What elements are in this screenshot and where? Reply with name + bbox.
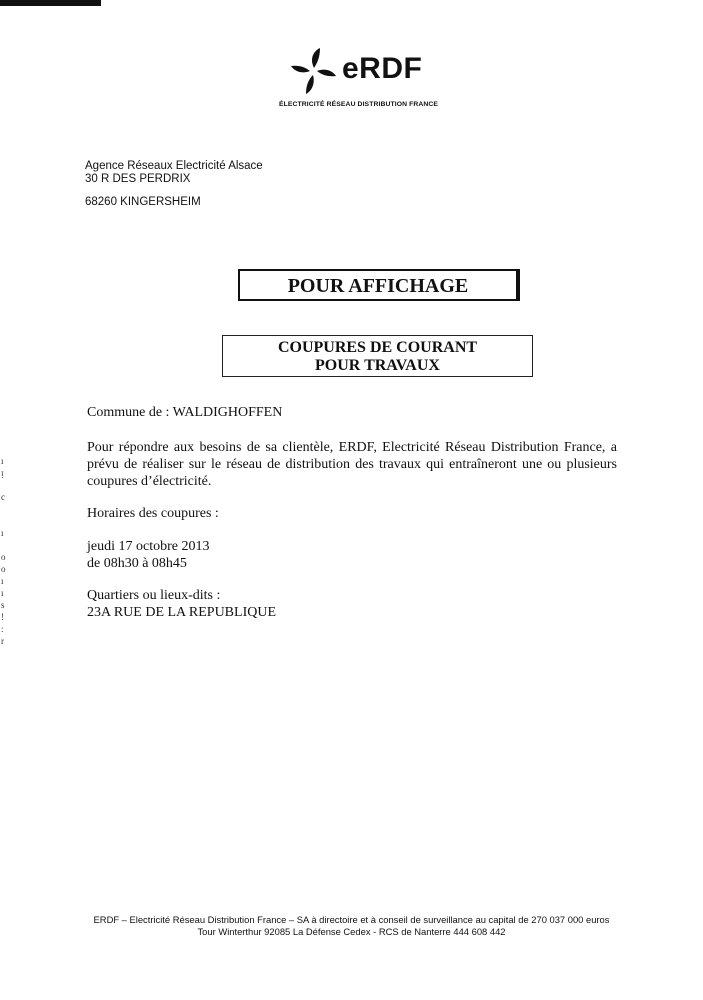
- footer-line-1: ERDF – Electricité Réseau Distribution France – SA à directoire et à conseil de surveillance au capital de 270 037 000 euros: [93, 914, 610, 925]
- horaires-label: Horaires des coupures :: [87, 506, 219, 521]
- subheadline-box: [222, 335, 533, 377]
- quartiers-label: Quartiers ou lieux-dits :: [87, 588, 221, 603]
- outage-time: de 08h30 à 08h45: [87, 556, 187, 571]
- quartiers-value: 23A RUE DE LA REPUBLIQUE: [87, 605, 276, 620]
- headline-box: [238, 269, 520, 301]
- footer-line-2: Tour Winterthur 92085 La Défense Cedex - RCS de Nanterre 444 608 442: [197, 926, 506, 937]
- subheadline-line-2: POUR TRAVAUX: [315, 357, 440, 374]
- address-line-1: Agence Réseaux Electricité Alsace: [85, 160, 263, 172]
- notice-body: [87, 404, 617, 621]
- address-line-2: 30 R DES PERDRIX: [85, 173, 191, 185]
- logo-tagline: ÉLECTRICITÉ RÉSEAU DISTRIBUTION FRANCE: [279, 101, 438, 108]
- subheadline-line-1: COUPURES DE COURANT: [277, 339, 478, 356]
- headline: POUR AFFICHAGE: [287, 275, 469, 297]
- scan-artifact-bar: [0, 0, 101, 6]
- logo-wordmark: eRDF: [342, 52, 423, 85]
- address-zip-city: 68260 KINGERSHEIM: [85, 196, 201, 208]
- legal-footer: [0, 914, 703, 938]
- outage-date: jeudi 17 octobre 2013: [87, 539, 210, 554]
- erdf-pinwheel-icon: [286, 44, 342, 100]
- scan-margin-marks: ı ᴉ c ı o o ı ı s ! : r: [1, 456, 6, 646]
- intro-paragraph: Pour répondre aux besoins de sa clientèle, ERDF, Electricité Réseau Distribution France, a prévu de réaliser sur le réseau de distribution des travaux qui entraîneront une ou plusieurs coupures d’électricité.: [87, 440, 617, 489]
- commune-line: Commune de : WALDIGHOFFEN: [87, 405, 283, 420]
- erdf-logo: [279, 44, 456, 114]
- sender-address: [85, 160, 263, 209]
